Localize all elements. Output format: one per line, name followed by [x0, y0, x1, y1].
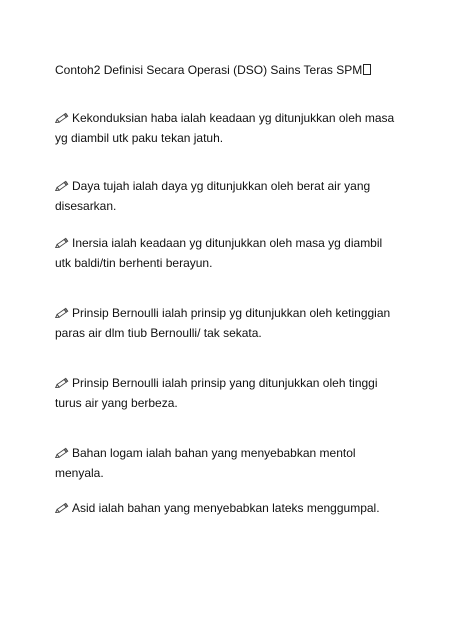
definition-text: Bahan logam ialah bahan yang menyebabkan mentol menyala. — [55, 446, 356, 480]
definition-text: Prinsip Bernoulli ialah prinsip yang ditunjukkan oleh tinggi turus air yang berbeza. — [55, 376, 378, 410]
definition-text: Prinsip Bernoulli ialah prinsip yg ditunjukkan oleh ketinggian paras air dlm tiub Bernoulli/ tak sekata. — [55, 306, 391, 340]
definition-entry — [55, 176, 400, 216]
missing-glyph-icon — [363, 64, 371, 75]
pencil-icon — [55, 111, 70, 124]
definition-text: Inersia ialah keadaan yg ditunjukkan oleh masa yg diambil utk baldi/tin berhenti berayun. — [55, 236, 383, 270]
definition-entry — [55, 108, 400, 148]
pencil-icon — [55, 179, 70, 192]
document-title-text: Contoh2 Definisi Secara Operasi (DSO) Sains Teras SPM — [55, 63, 363, 77]
pencil-icon — [55, 501, 70, 514]
document-title — [55, 60, 455, 80]
definition-entry — [55, 233, 400, 273]
pencil-icon — [55, 306, 70, 319]
definition-entry — [55, 373, 400, 413]
definition-entry — [55, 443, 400, 483]
pencil-icon — [55, 446, 70, 459]
definition-text: Daya tujah ialah daya yg ditunjukkan oleh berat air yang disesarkan. — [55, 179, 371, 213]
definition-text: Kekonduksian haba ialah keadaan yg ditunjukkan oleh masa yg diambil utk paku tekan jatuh. — [55, 111, 395, 145]
definition-text: Asid ialah bahan yang menyebabkan lateks menggumpal. — [72, 501, 380, 515]
pencil-icon — [55, 236, 70, 249]
definition-entry — [55, 303, 400, 343]
pencil-icon — [55, 376, 70, 389]
definition-entry — [55, 498, 400, 518]
